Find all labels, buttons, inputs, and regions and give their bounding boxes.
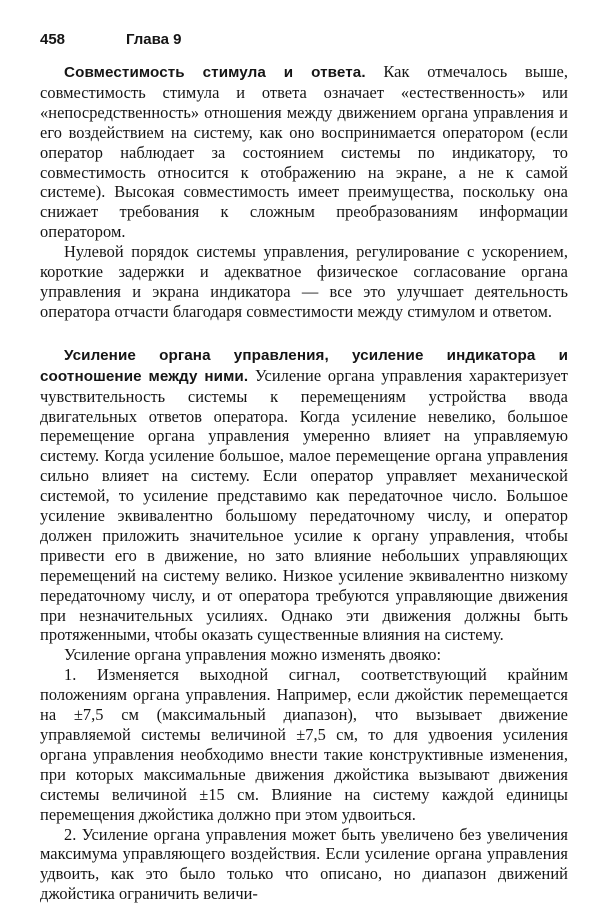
- paragraph-compatibility: [40, 62, 568, 242]
- paragraph-text: Усиление органа управления характеризует чувствительность системы к перемещениям устройства ввода двигательных ответов оператора. Когда усиление невелико, большое перемещение органа управления умеренно влияет на управляемую систему. Когда усиление большое, малое перемещение органа управления сильно влияет на систему. Если оператор управляет механической системой, то усиление представимо как передаточное число. Большое усиление эквивалентно большому передаточному числу, и оператор должен приложить значительное усилие к органу управления, чтобы привести его в движение, но зато влияние небольших управляющих перемещений на систему велико. Низкое усиление эквивалентно низкому передаточному числу, и от оператора требуются управляющие движения при незначительных усилиях. Однако эти движения должны быть протяженными, чтобы оказать существенные влияния на систему.: [40, 365, 568, 645]
- paragraph-two-ways: [40, 645, 568, 665]
- section-heading-gain: Усиление органа управления, усиление индикатора и соотношение между ними.: [40, 346, 568, 385]
- paragraph-text: Нулевой порядок системы управления, регулирование с ускорением, короткие задержки и адекватное физическое согласование органа управления и экрана индикатора — все это улучшает деятельность оператора отчасти благодаря совместимости между стимулом и ответом.: [40, 242, 568, 321]
- paragraph-item-1: [40, 665, 568, 824]
- paragraph-text: 2. Усиление органа управления может быть увеличено без увеличения максимума управляющего воздействия. Если усиление органа управления удвоить, как это было только что описано, но диапазон движений джойстика ограничить величи-: [40, 824, 568, 904]
- paragraph-zero-order: [40, 242, 568, 322]
- paragraph-gain: [40, 345, 568, 646]
- page-number: 458: [40, 31, 66, 48]
- paragraph-text: Как отмечалось выше, совместимость стимула и ответа означает «естественность» или «непосредственность» отношения между движением органа управления и его воздействием на систему, как оно воспринимается оператором (если оператор наблюдает за состоянием системы по индикатору, то совместимость относится к отображению на экране, а не к самой системе). Высокая совместимость имеет преимущества, поскольку она снижает требования к сложным преобразованиям информации оператором.: [40, 62, 568, 242]
- section-heading-compatibility: Совместимость стимула и ответа.: [64, 64, 366, 81]
- paragraph-text: Усиление органа управления можно изменять двояко:: [64, 645, 442, 665]
- paragraph-item-2: [40, 825, 568, 905]
- page-body: [40, 62, 568, 904]
- chapter-title: Глава 9: [126, 31, 182, 48]
- running-header: [40, 30, 570, 50]
- paragraph-text: 1. Изменяется выходной сигнал, соответствующий крайним положениям органа управления. Например, если джойстик перемещается на ±7,5 см (максимальный диапазон), что вызывает движение управляемой системы величиной ±7,5 см, то для удвоения усиления органа управления необходимо внести такие конструктивные изменения, при которых максимальные движения джойстика вызывают движения системы величиной ±15 см. Влияние на систему каждой единицы перемещения джойстика должно при этом удвоиться.: [40, 665, 568, 824]
